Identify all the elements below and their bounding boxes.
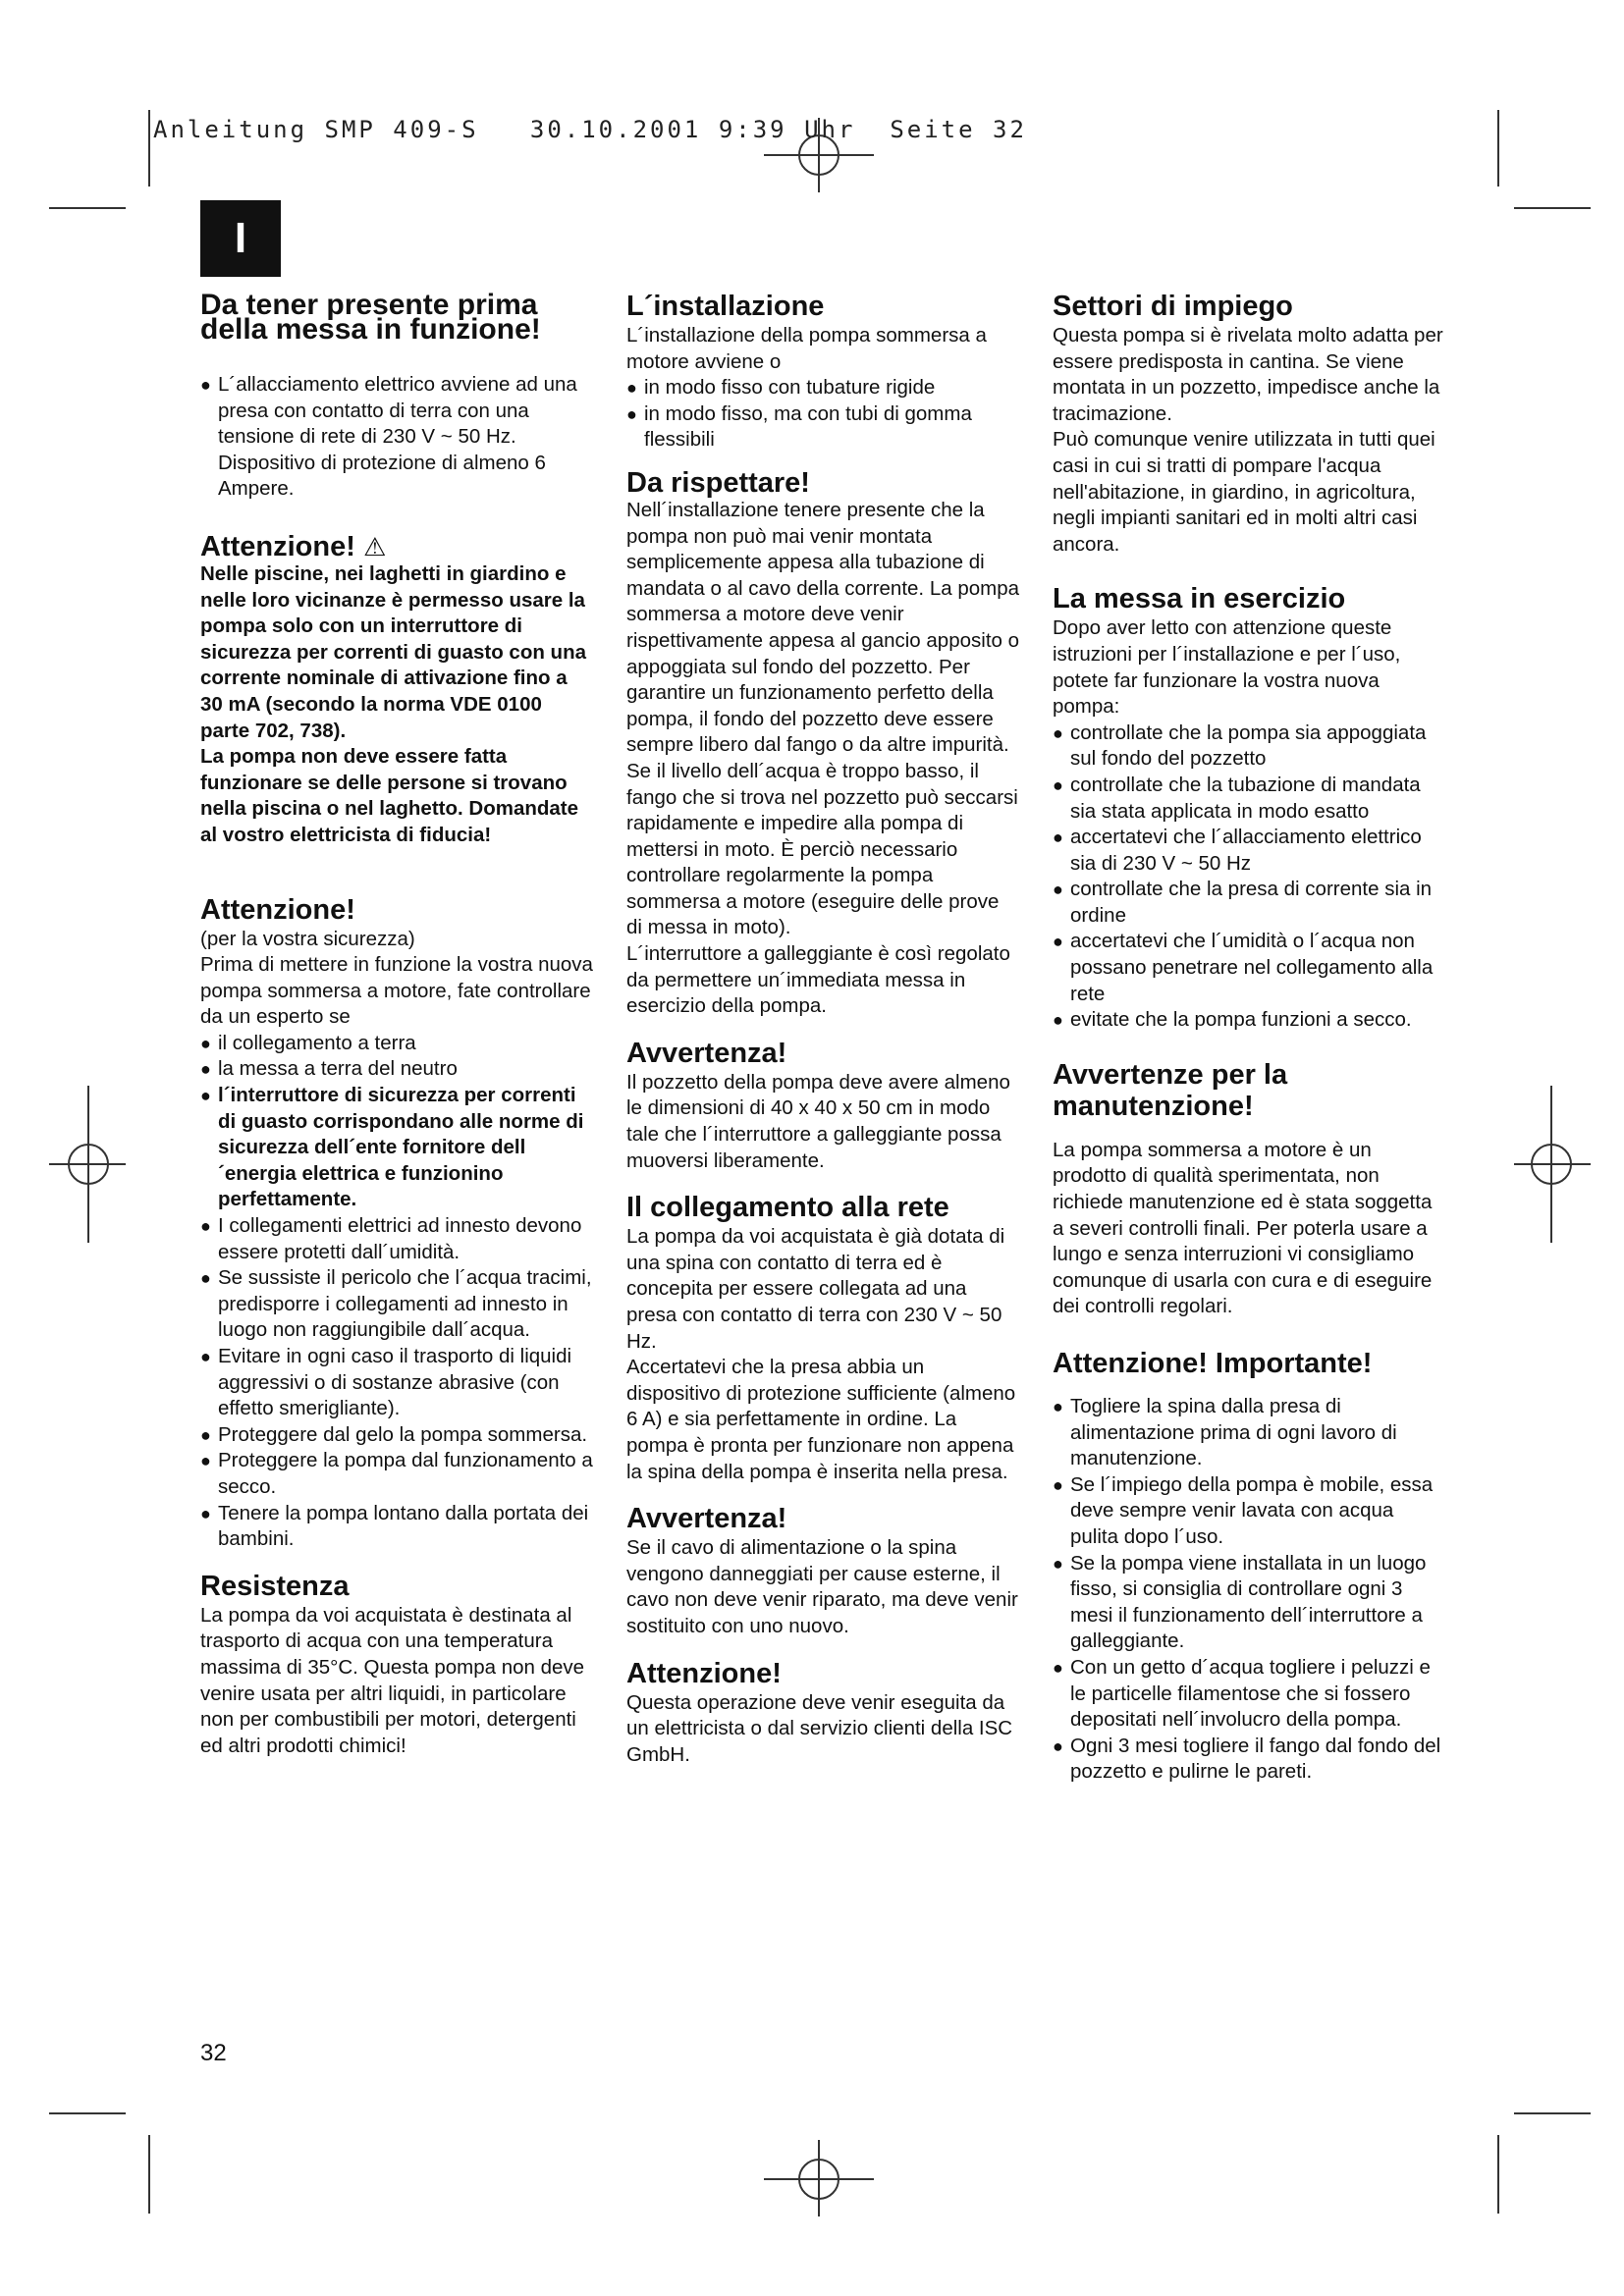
- heading-startup: La messa in esercizio: [1053, 583, 1346, 615]
- heading-notice-1: Avvertenza!: [626, 1037, 787, 1069]
- list-item-text: Se sussiste il pericolo che l´acqua tracimi, predisporre i collegamenti ad innesto in luogo non raggiungibile dall´acqua.: [218, 1266, 592, 1342]
- list-item-text: l´interruttore di sicurezza per correnti di guasto corrispondano alle norme di sicurezza dell´ente fornitore dell´energia elettrica e funzionino perfettamente.: [218, 1084, 584, 1211]
- list-item-text: Proteggere dal gelo la pompa sommersa.: [218, 1422, 588, 1446]
- list-item: [1053, 721, 1445, 773]
- list-item: [1053, 773, 1445, 825]
- pool-warning: Nelle piscine, nei laghetti in giardino e nelle loro vicinanze è permesso usare la pompa solo con un interruttore di sicurezza per correnti di guasto con una corrente nominale di attivazione fino a 30 mA (secondo la norma VDE 0100 parte 702, 738).: [200, 561, 587, 742]
- list-item: [1053, 1394, 1445, 1472]
- list-item-text: I collegamenti elettrici ad innesto devono essere protetti dall´umidità.: [218, 1214, 582, 1263]
- applications-text-2: Può comunque venire utilizzata in tutti quei casi in cui si tratti di pompare l'acqua nell'abitazione, in giardino, in agricoltura, negli impianti sanitari ed in molti altri casi ancora.: [1053, 428, 1435, 556]
- column-2: [626, 293, 1019, 1768]
- list-item: [1053, 1734, 1445, 1786]
- persons-warning: La pompa non deve essere fatta funzionare se delle persone si trovano nella piscina o nel laghetto. Domandate al vostro elettricista di fiducia!: [200, 745, 579, 846]
- heading-attention-2: Attenzione!: [200, 893, 355, 926]
- list-item: [200, 1031, 593, 1057]
- column-1: [200, 289, 593, 1759]
- safety-note: (per la vostra sicurezza): [200, 927, 415, 950]
- list-item-text: accertatevi che l´umidità o l´acqua non possano penetrare nel collegamento alla rete: [1070, 930, 1434, 1005]
- list-item: [200, 372, 593, 503]
- page-number: 32: [200, 2040, 227, 2066]
- list-item: [626, 375, 1019, 401]
- list-item: [200, 1265, 593, 1344]
- list-item-text: controllate che la presa di corrente sia in ordine: [1070, 878, 1433, 927]
- heading-mains-connection: Il collegamento alla rete: [626, 1192, 949, 1224]
- heading-attention-1: [200, 530, 593, 562]
- language-tab: I: [200, 200, 281, 277]
- plug-text: La pompa da voi acquistata è già dotata di una spina con contatto di terra ed è concepita per essere collegata ad una presa con contatto di terra con 230 V ~ 50 Hz.: [626, 1225, 1005, 1353]
- startup-text: Dopo aver letto con attenzione queste istruzioni per l´installazione e per l´uso, potete far funzionare la vostra nuova pompa:: [1053, 616, 1401, 719]
- heading-resistance: Resistenza: [200, 1570, 350, 1602]
- list-item-text: accertatevi che l´allacciamento elettrico sia di 230 V ~ 50 Hz: [1070, 826, 1422, 875]
- maintenance-text: La pompa sommersa a motore è un prodotto di qualità sperimentata, non richiede manutenzione ed è stata soggetta a severi controlli finali. Per poterla usare a lungo e senza interruzioni vi consigliamo comunque di usarla con cura e di eseguire dei controlli regolari.: [1053, 1138, 1433, 1318]
- list-item: [1053, 1551, 1445, 1655]
- list-item-text: Ogni 3 mesi togliere il fango dal fondo del pozzetto e pulirne le pareti.: [1070, 1734, 1441, 1784]
- list-item: [626, 401, 1019, 454]
- list-item-text: Se la pompa viene installata in un luogo fisso, si consiglia di controllare ogni 3 mesi il funzionamento dell´interruttore a galleggiante.: [1070, 1551, 1427, 1653]
- list-item: [1053, 1472, 1445, 1551]
- list-item: [1053, 877, 1445, 929]
- list-item-text: il collegamento a terra: [218, 1031, 416, 1054]
- list-item-text: controllate che la tubazione di mandata sia stata applicata in modo esatto: [1070, 773, 1421, 823]
- heading-notice-2: Avvertenza!: [626, 1503, 787, 1535]
- list-item: [1053, 825, 1445, 877]
- heading-applications: Settori di impiego: [1053, 291, 1293, 322]
- installation-list: [626, 375, 1019, 454]
- print-header: Anleitung SMP 409-S 30.10.2001 9:39 Uhr Seite 32: [153, 116, 1027, 143]
- startup-checklist: [1053, 721, 1445, 1034]
- list-item-text: Con un getto d´acqua togliere i peluzzi e le particelle filamentose che si fossero depositati nell´involucro della pompa.: [1070, 1655, 1431, 1732]
- list-item-text: in modo fisso, ma con tubi di gomma flessibili: [644, 401, 972, 452]
- heading-attention-3: Attenzione!: [626, 1657, 782, 1689]
- heading-before-startup: Da tener presente prima della messa in funzione!: [200, 289, 541, 346]
- list-item: [1053, 1655, 1445, 1734]
- list-item: [200, 1448, 593, 1500]
- heading-maintenance: Avvertenze per la manutenzione!: [1053, 1058, 1288, 1122]
- list-item: [200, 1422, 593, 1449]
- safety-checklist: [200, 1031, 593, 1553]
- list-item-text: Togliere la spina dalla presa di alimentazione prima di ogni lavoro di manutenzione.: [1070, 1395, 1397, 1470]
- applications-text-1: Questa pompa si è rivelata molto adatta per essere predisposta in cantina. Se viene montata in un pozzetto, impedisce anche la tracimazione.: [1053, 324, 1443, 425]
- socket-text: Accertatevi che la presa abbia un dispositivo di protezione sufficiente (almeno 6 A) e sia perfettamente in ordine. La pompa è pronta per funzionare non appena la spina della pompa è inserita nella presa.: [626, 1356, 1016, 1483]
- column-3: [1053, 293, 1445, 1786]
- resistance-text: La pompa da voi acquistata è destinata al trasporto di acqua con una temperatura massima di 35°C. Questa pompa non deve venire usata per altri liquidi, in particolare non per combustibili per motori, detergenti ed altri prodotti chimici!: [200, 1603, 585, 1757]
- pit-dimensions-text: Il pozzetto della pompa deve avere almeno le dimensioni di 40 x 40 x 50 cm in modo tale che l´interruttore a galleggiante possa muoversi liberamente.: [626, 1070, 1010, 1172]
- heading-installation: L´installazione: [626, 291, 825, 322]
- list-item-text: L´allacciamento elettrico avviene ad una presa con contatto di terra con una tensione di rete di 230 V ~ 50 Hz. Dispositivo di protezione di almeno 6 Ampere.: [218, 373, 577, 501]
- list-item-text: controllate che la pompa sia appoggiata sul fondo del pozzetto: [1070, 721, 1427, 771]
- power-list: [200, 372, 593, 503]
- cable-damage-text: Se il cavo di alimentazione o la spina vengono danneggiati per cause esterne, il cavo non deve venir riparato, ma deve venir sostituito con uno nuovo.: [626, 1536, 1018, 1637]
- important-list: [1053, 1394, 1445, 1786]
- safety-intro: Prima di mettere in funzione la vostra nuova pompa sommersa a motore, fate controllare da un esperto se: [200, 953, 593, 1029]
- list-item-text: Proteggere la pompa dal funzionamento a secco.: [218, 1449, 593, 1498]
- installation-text: L´installazione della pompa sommersa a motore avviene o: [626, 324, 987, 373]
- list-item-text: Tenere la pompa lontano dalla portata dei bambini.: [218, 1501, 589, 1551]
- list-item-text: Se l´impiego della pompa è mobile, essa deve sempre venir lavata con acqua pulita dopo l´uso.: [1070, 1472, 1434, 1548]
- list-item-text: la messa a terra del neutro: [218, 1057, 458, 1081]
- list-item: [200, 1501, 593, 1553]
- float-switch-text: L´interruttore a galleggiante è così regolato da permettere un´immediata messa in esercizio della pompa.: [626, 942, 1010, 1018]
- list-item-text: evitate che la pompa funzioni a secco.: [1070, 1008, 1412, 1032]
- respect-text: Nell´installazione tenere presente che la pompa non può mai venir montata semplicemente appesa alla tubazione di mandata o al cavo della corrente. La pompa sommersa a motore deve venir rispettivamente appesa al gancio apposito o appoggiata sul fondo del pozzetto. Per garantire un funzionamento perfetto della pompa, il fondo del pozzetto deve essere sempre libero dal fango o da altre impurità.: [626, 498, 1020, 757]
- list-item-text: in modo fisso con tubature rigide: [644, 376, 936, 400]
- warning-triangle-icon: ⚠: [362, 531, 387, 561]
- electrician-text: Questa operazione deve venir eseguita da un elettricista o dal servizio clienti della ISC GmbH.: [626, 1690, 1013, 1766]
- list-item: [200, 1056, 593, 1083]
- list-item: [200, 1083, 593, 1213]
- heading-important: Attenzione! Importante!: [1053, 1348, 1373, 1379]
- list-item: [1053, 929, 1445, 1007]
- list-item-text: Evitare in ogni caso il trasporto di liquidi aggressivi o di sostanze abrasive (con effetto smerigliante).: [218, 1345, 572, 1420]
- list-item: [200, 1344, 593, 1422]
- list-item: [1053, 1007, 1445, 1034]
- water-level-text: Se il livello dell´acqua è troppo basso, il fango che si trova nel pozzetto può seccarsi rapidamente e impedire alla pompa di mettersi in moto. È perciò necessario controllare regolarmente la pompa sommersa a motore (eseguire delle prove di messa in moto).: [626, 759, 1018, 939]
- heading-text: Attenzione!: [200, 530, 355, 562]
- heading-respect: Da rispettare!: [626, 466, 810, 499]
- list-item: [200, 1213, 593, 1265]
